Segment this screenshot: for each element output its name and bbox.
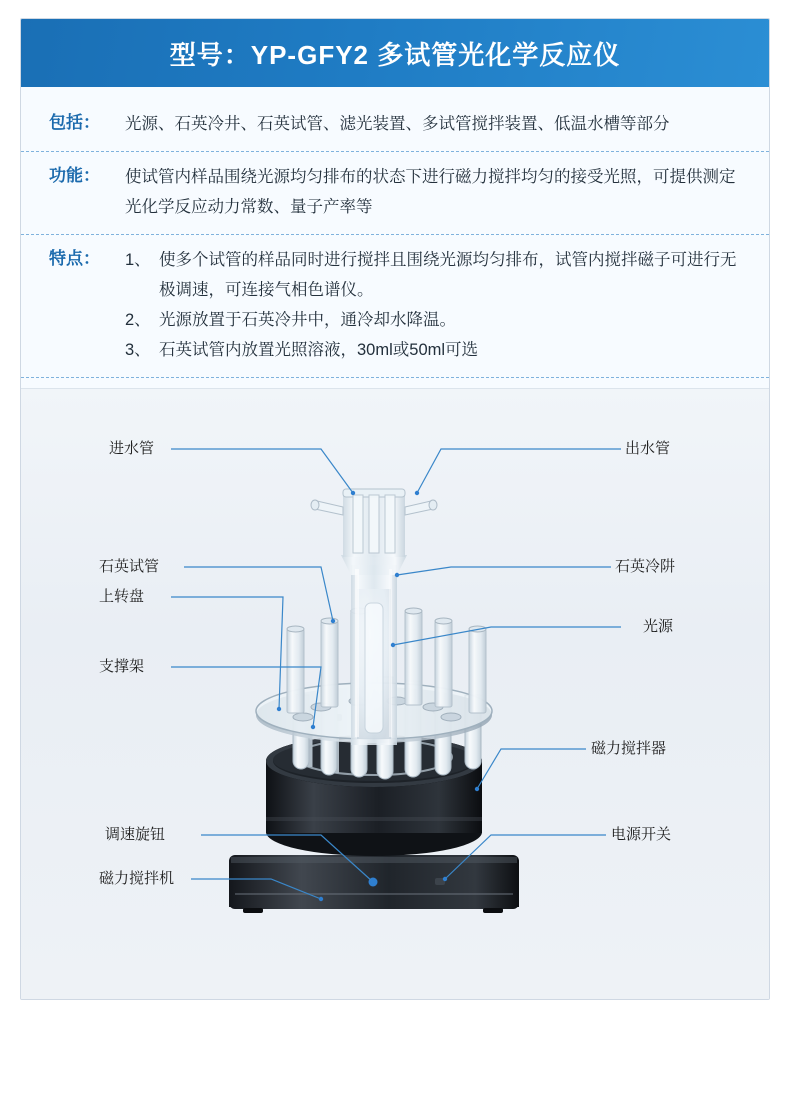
spec-include-text: 光源、石英冷井、石英试管、滤光装置、多试管搅拌装置、低温水槽等部分 bbox=[125, 115, 670, 133]
list-item bbox=[125, 305, 745, 335]
feature-number: 1、 bbox=[125, 251, 151, 269]
spec-label-function: 功能： bbox=[49, 166, 100, 185]
list-item bbox=[125, 335, 745, 365]
feature-text: 石英试管内放置光照溶液，30ml或50ml可选 bbox=[159, 341, 479, 359]
callout-magnetic-stirrer-base: 磁力搅拌机 bbox=[99, 870, 175, 887]
feature-number: 3、 bbox=[125, 341, 151, 359]
spec-label-include: 包括： bbox=[49, 113, 100, 132]
feature-text: 使多个试管的样品同时进行搅拌且围绕光源均匀排布，试管内搅拌磁子可进行无极调速，可连接气相色谱仪。 bbox=[159, 251, 737, 299]
product-diagram bbox=[21, 388, 769, 999]
callout-water-inlet-pipe: 进水管 bbox=[109, 440, 155, 457]
diagram-svg bbox=[21, 389, 769, 999]
callout-light-source: 光源 bbox=[643, 618, 674, 635]
spec-value-function bbox=[125, 162, 745, 222]
product-spec-card bbox=[20, 18, 770, 1000]
callout-water-outlet-pipe: 出水管 bbox=[625, 440, 671, 457]
spec-table bbox=[21, 87, 769, 388]
spec-row-features bbox=[21, 235, 769, 378]
page-title: 型号：YP-GFY2 多试管光化学反应仪 bbox=[169, 39, 621, 70]
callout-upper-turntable: 上转盘 bbox=[99, 588, 145, 605]
card-header bbox=[21, 19, 769, 87]
callout-magnetic-stirrer-head: 磁力搅拌器 bbox=[591, 740, 667, 757]
feature-number: 2、 bbox=[125, 311, 151, 329]
callout-quartz-test-tube: 石英试管 bbox=[99, 558, 160, 575]
spec-value-include bbox=[125, 109, 745, 139]
list-item bbox=[125, 245, 745, 305]
spec-label-features: 特点： bbox=[49, 249, 100, 268]
spec-function-text: 使试管内样品围绕光源均匀排布的状态下进行磁力搅拌均匀的接受光照，可提供测定光化学反应动力常数、量子产率等 bbox=[125, 168, 736, 216]
spec-row-include bbox=[21, 99, 769, 152]
spec-value-features bbox=[125, 245, 745, 365]
feature-text: 光源放置于石英冷井中，通冷却水降温。 bbox=[159, 311, 456, 329]
feature-list bbox=[125, 245, 745, 365]
callout-quartz-cold-trap: 石英冷阱 bbox=[615, 558, 676, 575]
callout-power-switch: 电源开关 bbox=[611, 826, 672, 843]
callout-speed-knob: 调速旋钮 bbox=[105, 826, 166, 843]
diagram-canvas bbox=[21, 389, 769, 999]
callout-support-frame: 支撑架 bbox=[99, 658, 145, 675]
spec-row-function bbox=[21, 152, 769, 235]
